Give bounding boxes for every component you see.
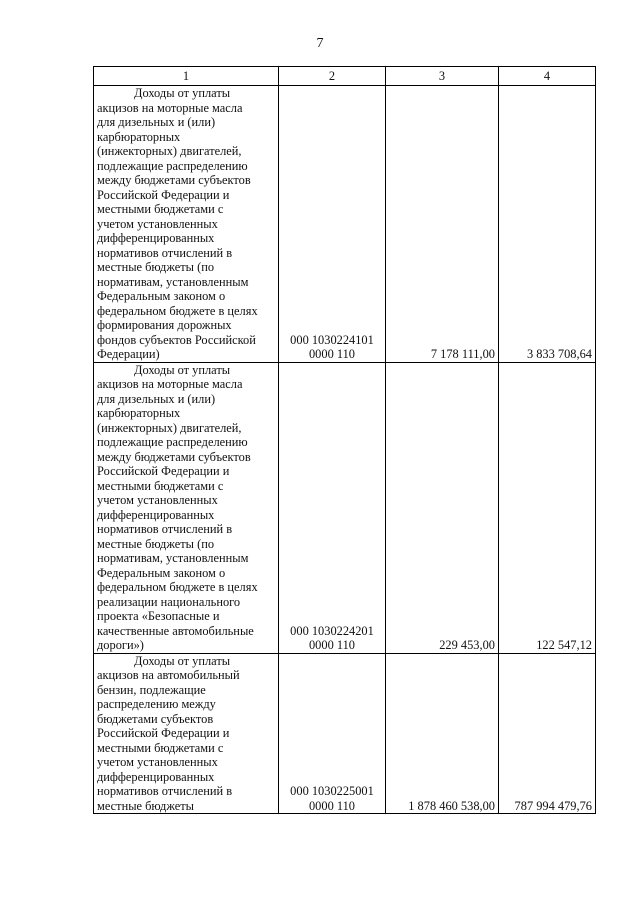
income-name-line: реализации национального	[97, 594, 241, 609]
income-name-line: Федерации)	[97, 347, 160, 361]
income-name-line: нормативов отчислений в	[97, 784, 233, 798]
table-row	[94, 653, 596, 814]
amount-column-4-cell: 787 994 479,76	[499, 653, 596, 814]
income-name-line: учетом установленных	[97, 216, 218, 231]
budget-code-line: 0000 110	[308, 638, 355, 652]
income-name-cell	[94, 362, 279, 653]
income-name-line: Доходы от уплаты	[134, 86, 231, 100]
page-number: 7	[316, 36, 324, 51]
budget-code-line: 000 1030224101	[290, 332, 374, 347]
column-header-1: 1	[94, 67, 279, 86]
income-name-line: местные бюджеты	[97, 798, 194, 813]
income-name-line: Российской Федерации и	[97, 464, 230, 478]
income-name-line: местными бюджетами с	[97, 478, 224, 493]
income-name-line: акцизов на автомобильный	[97, 668, 240, 682]
income-name-line: подлежащие распределению	[97, 435, 248, 449]
income-name-line: нормативов отчислений в	[97, 245, 233, 260]
income-name-line: местные бюджеты (по	[97, 260, 215, 274]
income-name-line: нормативам, установленным	[97, 551, 249, 565]
amount-column-3-cell: 229 453,00	[386, 362, 499, 653]
income-name-line: нормативам, установленным	[97, 274, 249, 289]
income-name-line: бюджетами субъектов	[97, 711, 214, 726]
amount-column-4-cell: 3 833 708,64	[499, 86, 596, 363]
income-name-line: между бюджетами субъектов	[97, 173, 251, 187]
income-name-line: проекта «Безопасные и	[97, 609, 220, 623]
table-header-row	[94, 67, 596, 86]
budget-code-line: 0000 110	[308, 347, 355, 361]
budget-code-cell	[279, 86, 386, 363]
income-name-line: нормативов отчислений в	[97, 522, 233, 536]
income-name-line: учетом установленных	[97, 755, 218, 769]
income-name-line: фондов субъектов Российской	[97, 332, 256, 347]
income-name-line: дифференцированных	[97, 769, 215, 784]
income-name-line: карбюраторных	[97, 129, 181, 144]
income-name-line: для дизельных и (или)	[97, 115, 216, 129]
budget-code-line: 000 1030224201	[290, 623, 374, 638]
column-header-2: 2	[279, 67, 386, 86]
amount-column-3-cell: 7 178 111,00	[386, 86, 499, 363]
income-name-line: местными бюджетами с	[97, 202, 224, 216]
income-name-line: формирования дорожных	[97, 318, 232, 332]
budget-code-line: 000 1030225001	[290, 784, 374, 798]
income-name-line: федеральном бюджете в целях	[97, 580, 258, 594]
income-name-line: качественные автомобильные	[97, 623, 254, 638]
income-name-line: Российской Федерации и	[97, 187, 230, 202]
budget-code-cell	[279, 653, 386, 814]
column-header-3: 3	[386, 67, 499, 86]
income-name-cell	[94, 653, 279, 814]
revenue-table	[93, 66, 596, 814]
income-name-line: (инжекторных) двигателей,	[97, 420, 242, 435]
income-name-line: федеральном бюджете в целях	[97, 303, 258, 318]
amount-column-3-cell: 1 878 460 538,00	[386, 653, 499, 814]
income-name-line: (инжекторных) двигателей,	[97, 144, 242, 158]
income-name-line: Федеральным законом о	[97, 289, 226, 303]
income-name-line: дифференцированных	[97, 231, 215, 245]
income-name-line: акцизов на моторные масла	[97, 100, 243, 115]
table-row	[94, 86, 596, 363]
amount-column-4-cell: 122 547,12	[499, 362, 596, 653]
budget-code-cell	[279, 362, 386, 653]
income-name-line: Российской Федерации и	[97, 726, 230, 740]
income-name-line: карбюраторных	[97, 406, 181, 420]
table-body	[94, 86, 596, 814]
income-name-line: Доходы от уплаты	[134, 653, 231, 668]
income-name-line: Доходы от уплаты	[134, 362, 231, 377]
budget-code-line: 0000 110	[308, 798, 355, 813]
income-name-line: учетом установленных	[97, 493, 218, 507]
income-name-line: местные бюджеты (по	[97, 536, 215, 551]
income-name-line: дороги»)	[97, 638, 144, 652]
income-name-line: дифференцированных	[97, 507, 215, 522]
income-name-line: Федеральным законом о	[97, 565, 226, 580]
income-name-line: бензин, подлежащие	[97, 682, 206, 697]
income-name-line: местными бюджетами с	[97, 740, 224, 755]
income-name-line: подлежащие распределению	[97, 158, 248, 173]
income-name-line: распределению между	[97, 697, 216, 711]
income-name-line: акцизов на моторные масла	[97, 377, 243, 391]
income-name-cell	[94, 86, 279, 363]
income-name-line: для дизельных и (или)	[97, 391, 216, 406]
table-row	[94, 362, 596, 653]
column-header-4: 4	[499, 67, 596, 86]
income-name-line: между бюджетами субъектов	[97, 449, 251, 464]
